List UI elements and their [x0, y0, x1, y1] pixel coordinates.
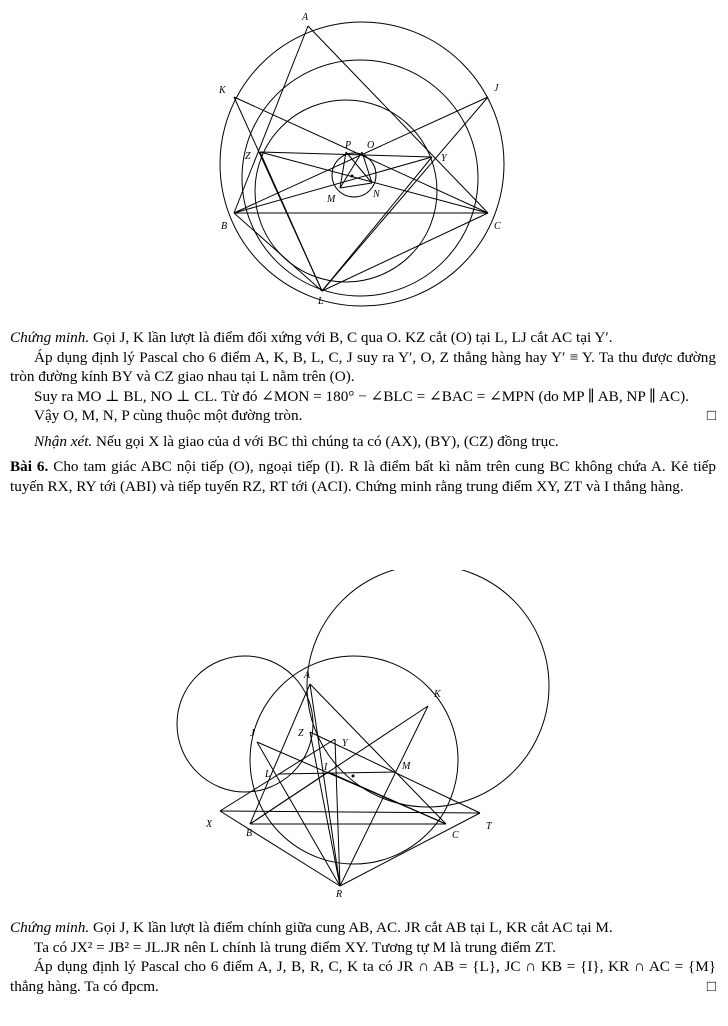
label-k: K: [434, 689, 441, 700]
segment-yl: [322, 157, 432, 291]
segment-xy: [220, 739, 335, 811]
circumcircle-o: [250, 656, 458, 864]
segment-xt: [220, 811, 480, 813]
segment-cl: [322, 213, 488, 291]
label-x: X: [206, 819, 213, 830]
label-b: B: [246, 828, 253, 839]
label-z: Z: [298, 728, 304, 739]
proof2-para2: Ta có JX² = JB² = JL.JR nên L chính là trung điểm XY. Tương tự M là trung điểm ZT.: [34, 938, 556, 956]
qed-symbol-2: □: [706, 977, 716, 995]
segment-lm: [278, 772, 396, 774]
circle-aci: [307, 570, 549, 807]
proof1-para4: [10, 406, 716, 426]
segment-ci: [328, 772, 446, 824]
label-m: M: [402, 761, 411, 772]
proof2-text1: Gọi J, K lần lượt là điểm chính giữa cung AB, AC. JR cắt AB tại L, KR cắt AC tại M.: [92, 919, 613, 936]
segment-mn: [340, 183, 372, 188]
proof2-para1: [10, 918, 716, 938]
circle-diameter-by: [242, 60, 478, 296]
remark: [10, 432, 716, 452]
problem6-text: Cho tam giác ABC nội tiếp (O), ngoại tiếp (I). R là điểm bất kì nằm trên cung BC không chứa A. Kẻ tiếp tuyến RX, RY tới (ABI) và tiếp tuyến RZ, RT tới (ACI). Chứng minh rằng trung điểm XY, ZT và I thẳng hàng.: [10, 458, 716, 495]
center-point: [352, 775, 355, 778]
proof1-para1: [10, 328, 716, 348]
segment-kr: [340, 706, 428, 886]
segment-ab: [250, 684, 310, 824]
segment-ab: [234, 26, 308, 213]
segment-bi: [250, 772, 328, 824]
label-l: L: [265, 769, 271, 780]
label-m: M: [327, 194, 336, 205]
qed-symbol-1: □: [706, 407, 716, 424]
label-c: C: [494, 221, 501, 232]
circumcircle-o: [220, 22, 504, 306]
proof2-text3: Áp dụng định lý Pascal cho 6 điểm A, J, B, R, C, K ta có JR ∩ AB = {L}, JC ∩ KB = {I}, KR ∩ AC = {M} thẳng hàng. Ta có đpcm.: [10, 958, 716, 995]
label-t: T: [486, 821, 492, 832]
label-c: C: [452, 830, 459, 841]
label-j: J: [494, 83, 499, 94]
label-n: N: [373, 189, 380, 200]
label-y: Y: [342, 738, 348, 749]
text-block-2: [10, 918, 716, 996]
problem6-head: Bài 6.: [10, 458, 49, 475]
proof1-text1: Gọi J, K lần lượt là điểm đối xứng với B, C qua O. KZ cắt (O) tại L, LJ cắt AC tại Y′.: [92, 329, 613, 346]
remark-head: Nhận xét.: [34, 432, 93, 450]
figure-2: [0, 570, 728, 905]
proof1-head: Chứng minh.: [10, 329, 90, 346]
label-l: L: [318, 296, 324, 307]
label-a: A: [304, 670, 311, 681]
segment-ac: [310, 684, 446, 824]
label-a: A: [302, 12, 309, 23]
center-point: [351, 175, 354, 178]
proof1-para3: Suy ra MO ⊥ BL, NO ⊥ CL. Từ đó ∠MON = 180° − ∠BLC = ∠BAC = ∠MPN (do MP ∥ AB, NP ∥ AC).: [34, 387, 689, 405]
label-o: O: [367, 140, 375, 151]
label-k: K: [219, 85, 226, 96]
proof2-head: Chứng minh.: [10, 919, 90, 936]
label-j: J: [250, 728, 255, 739]
label-z: Z: [245, 151, 251, 162]
text-block-1: [10, 328, 716, 496]
segment-xr: [220, 811, 340, 886]
label-b: B: [221, 221, 228, 232]
label-r: R: [336, 889, 343, 900]
label-p: P: [345, 140, 352, 151]
proof1-text4: Vậy O, M, N, P cùng thuộc một đường tròn.: [34, 407, 303, 424]
problem-6: [10, 457, 716, 496]
segment-zl: [260, 152, 322, 291]
figure-1: [0, 0, 728, 315]
segment-bl: [234, 213, 322, 291]
label-y: Y: [441, 153, 447, 164]
remark-text: Nếu gọi X là giao của d với BC thì chúng ta có (AX), (BY), (CZ) đồng trục.: [96, 432, 559, 450]
proof2-para3: [10, 957, 716, 996]
proof1-para2: Áp dụng định lý Pascal cho 6 điểm A, K, B, L, C, J suy ra Y′, O, Z thẳng hàng hay Y′ ≡ Y. Ta thu được đường tròn đường kính BY và CZ giao nhau tại L nằm trên (O).: [10, 348, 716, 385]
label-i: I: [324, 762, 328, 773]
segment-jr: [257, 742, 340, 886]
